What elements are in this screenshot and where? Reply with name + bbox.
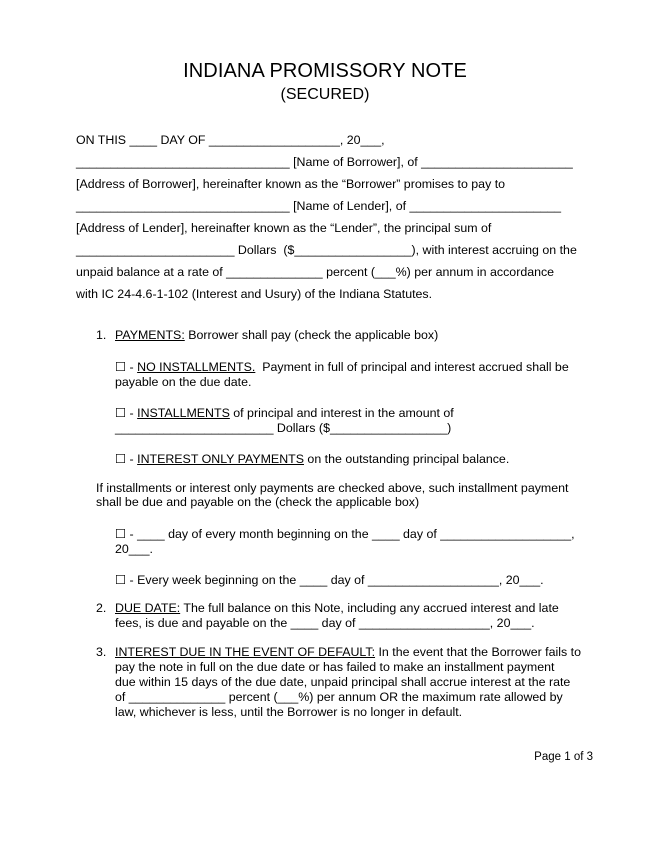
intro-line-1: ON THIS ____ DAY OF ___________________, 20___,: [76, 133, 385, 147]
intro-line-2: _______________________________ [Name of Borrower], of ______________________: [76, 155, 573, 169]
option-text: beginning on the ____ day of ___________________, 20___.: [201, 573, 544, 587]
section-3-line-2: pay the note in full on the due date or has failed to make an installment payment: [115, 660, 555, 674]
checkbox-icon[interactable]: ☐: [115, 452, 127, 466]
option-heading: month: [239, 527, 274, 541]
section-1-line: [115, 327, 438, 343]
option-dash: -: [126, 406, 138, 420]
option-heading: NO INSTALLMENTS.: [137, 360, 256, 374]
document-subtitle: (SECURED): [280, 86, 370, 103]
section-2-line-1: [115, 600, 559, 616]
section-3-line-1: [115, 644, 581, 660]
intro-line-6: _______________________ Dollars ($_________________), with interest accruing on the: [76, 243, 577, 257]
checkbox-icon[interactable]: ☐: [115, 573, 127, 587]
section-3-line-5: law, whichever is less, until the Borrower is no longer in default.: [115, 705, 463, 719]
section-2-text: The full balance on this Note, including any accrued interest and late: [180, 601, 559, 615]
section-1-heading: PAYMENTS:: [115, 328, 185, 342]
option-no-installments-line-2: payable on the due date.: [115, 375, 252, 389]
intro-line-7: unpaid balance at a rate of ______________ percent (___%) per annum in accordance: [76, 265, 555, 279]
option-weekly[interactable]: [115, 572, 544, 588]
section-2-line-2: fees, is due and payable on the ____ day of ___________________, 20___.: [115, 616, 535, 630]
intro-line-8: with IC 24-4.6-1-102 (Interest and Usury) of the Indiana Statutes.: [76, 287, 433, 301]
intro-line-3: [Address of Borrower], hereinafter known as the “Borrower” promises to pay to: [76, 177, 506, 191]
option-heading: week: [172, 573, 202, 587]
section-3-line-3: due within 15 days of the due date, unpaid principal shall accrue interest at the rate: [115, 675, 571, 689]
section-1-number: 1.: [96, 328, 107, 342]
option-monthly-line-2: 20___.: [115, 542, 153, 556]
option-text: on the outstanding principal balance.: [303, 452, 510, 466]
section-3-text: In the event that the Borrower fails to: [375, 645, 581, 659]
installment-note-line-2: shall be due and payable on the (check the applicable box): [96, 495, 420, 509]
option-text: beginning on the ____ day of ___________________,: [273, 527, 575, 541]
option-text: of principal and interest in the amount of: [229, 406, 454, 420]
option-monthly[interactable]: [115, 526, 575, 542]
intro-line-4: _______________________________ [Name of Lender], of ______________________: [76, 199, 562, 213]
option-no-installments[interactable]: [115, 359, 569, 375]
intro-line-5: [Address of Lender], hereinafter known as the “Lender”, the principal sum of: [76, 221, 492, 235]
option-heading: INTEREST ONLY PAYMENTS: [137, 452, 304, 466]
section-2-heading: DUE DATE:: [115, 601, 181, 615]
section-3-number: 3.: [96, 645, 107, 659]
option-text: - ____ day of every: [126, 527, 240, 541]
section-3-line-4: of ______________ percent (___%) per annum OR the maximum rate allowed by: [115, 690, 563, 704]
section-2-number: 2.: [96, 601, 107, 615]
option-text: - Every: [126, 573, 173, 587]
document-title: INDIANA PROMISSORY NOTE: [183, 60, 467, 82]
option-installments[interactable]: [115, 405, 454, 421]
checkbox-icon[interactable]: ☐: [115, 406, 127, 420]
section-1-text: Borrower shall pay (check the applicable box): [184, 328, 439, 342]
option-interest-only[interactable]: [115, 451, 509, 467]
option-heading: INSTALLMENTS: [137, 406, 230, 420]
checkbox-icon[interactable]: ☐: [115, 527, 127, 541]
section-3-heading: INTEREST DUE IN THE EVENT OF DEFAULT:: [115, 645, 376, 659]
page-number: Page 1 of 3: [534, 751, 593, 763]
installment-note-line-1: If installments or interest only payments are checked above, such installment payment: [96, 481, 569, 495]
option-text: Payment in full of principal and interest accrued shall be: [255, 360, 569, 374]
option-dash: -: [126, 360, 138, 374]
option-dash: -: [126, 452, 138, 466]
checkbox-icon[interactable]: ☐: [115, 360, 127, 374]
option-installments-line-2: _______________________ Dollars ($_________________): [115, 421, 452, 435]
